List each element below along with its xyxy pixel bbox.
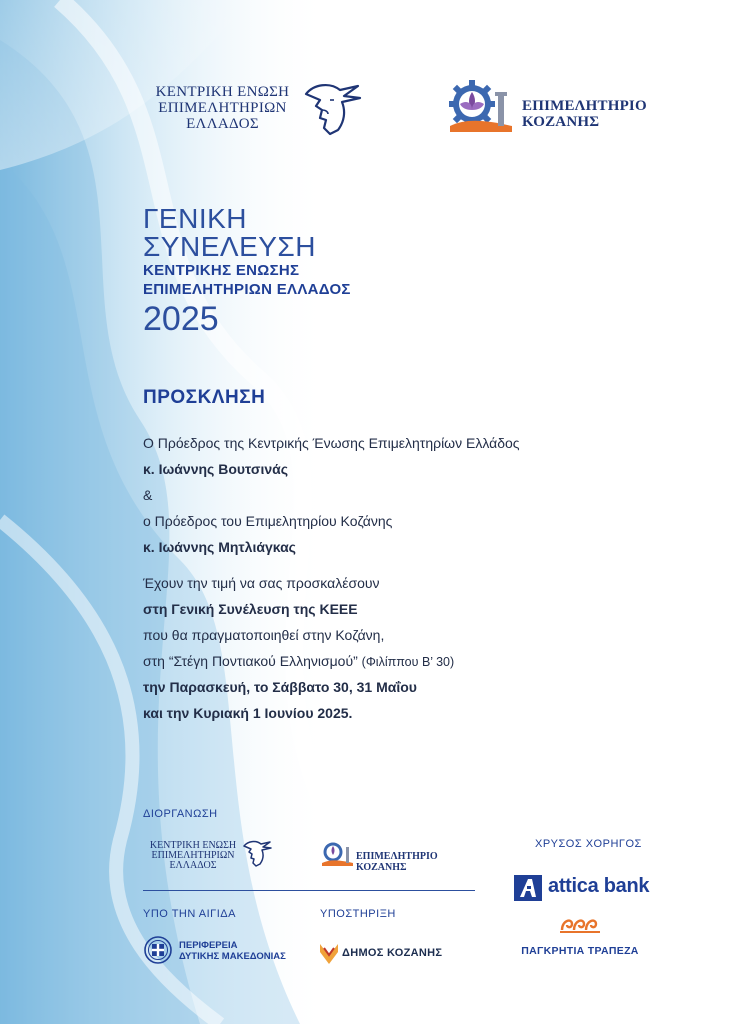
municipality-emblem-icon <box>318 940 340 966</box>
name-president-keee: κ. Ιωάννης Βουτσινάς <box>143 461 289 477</box>
venue-line <box>143 648 683 674</box>
organization-label: ΔΙΟΡΓΑΝΩΣΗ <box>143 808 218 820</box>
attica-bank-logo <box>514 873 650 908</box>
venue-address: (Φιλίππου Β’ 30) <box>361 655 455 669</box>
hermes-head-small-icon <box>241 838 273 868</box>
dates-line-2: και την Κυριακή 1 Ιουνίου 2025. <box>143 705 353 721</box>
footer-keee-line-2: ΕΠΙΜΕΛΗΤΗΡΙΩΝ <box>151 850 235 861</box>
municipality-logo <box>318 940 443 971</box>
municipality-name: ΔΗΜΟΣ ΚΟΖΑΝΗΣ <box>342 947 443 959</box>
footer-kozani-logo-text <box>356 851 438 873</box>
keee-logo <box>140 80 370 140</box>
invitation-body <box>143 430 683 726</box>
title-line-2: ΣΥΝΕΛΕΥΣΗ <box>143 231 316 262</box>
title-line-4: ΕΠΙΜΕΛΗΤΗΡΙΩΝ ΕΛΛΑΔΟΣ <box>143 281 351 298</box>
pancretan-bank-name: ΠΑΓΚΡΗΤΙΑ ΤΡΑΠΕΖΑ <box>521 945 639 957</box>
footer-keee-logo-text <box>143 841 243 871</box>
footer-divider <box>143 890 475 891</box>
keee-logo-line-1: ΚΕΝΤΡΙΚΗ ΕΝΩΣΗ <box>155 84 290 100</box>
pancretan-spiral-icon <box>560 914 600 934</box>
kozani-logo-text <box>522 98 647 130</box>
title-line-1: ΓΕΝΙΚΗ <box>143 203 247 234</box>
footer-keee-line-1: ΚΕΝΤΡΙΚΗ ΕΝΩΣΗ <box>149 840 237 851</box>
paragraph-president-kozani: ο Πρόεδρος του Επιμελητηρίου Κοζάνης <box>143 513 393 529</box>
event-name: στη Γενική Συνέλευση της ΚΕΕΕ <box>143 601 358 617</box>
chamber-emblem-icon <box>446 74 518 138</box>
footer-kozani-line-1: ΕΠΙΜΕΛΗΤΗΡΙΟ <box>356 851 438 862</box>
footer-keee-line-3: ΕΛΛΑΔΟΣ <box>169 860 217 871</box>
kozani-logo-line-2: ΚΟΖΑΝΗΣ <box>522 114 600 130</box>
invitation-heading: ΠΡΟΣΚΛΗΣΗ <box>143 387 266 408</box>
paragraph-honor: Έχουν την τιμή να σας προσκαλέσουν <box>143 575 380 591</box>
title-line-3: ΚΕΝΤΡΙΚΗΣ ΕΝΩΣΗΣ <box>143 262 300 279</box>
aegis-label: ΥΠΟ ΤΗΝ ΑΙΓΙΔΑ <box>143 908 236 920</box>
support-label: ΥΠΟΣΤΗΡΙΞΗ <box>320 908 396 920</box>
paragraph-president-keee: Ο Πρόεδρος της Κεντρικής Ένωσης Επιμελητηρίων Ελλάδος <box>143 435 520 451</box>
attica-bank-name: attica bank <box>548 875 650 897</box>
region-line-1: ΠΕΡΙΦΕΡΕΙΑ <box>179 940 238 951</box>
dates-line-1: την Παρασκευή, το Σάββατο 30, 31 Μαΐου <box>143 679 417 695</box>
hermes-head-icon <box>300 80 364 136</box>
name-president-kozani: κ. Ιωάννης Μητλιάγκας <box>143 539 296 555</box>
venue-name: στη “Στέγη Ποντιακού Ελληνισμού” <box>143 653 358 669</box>
greek-emblem-icon <box>143 935 173 965</box>
footer-kozani-line-2: ΚΟΖΑΝΗΣ <box>356 862 407 873</box>
region-logo-text <box>179 940 286 962</box>
kozani-chamber-logo <box>446 74 686 138</box>
ampersand: & <box>143 487 153 503</box>
region-line-2: ΔΥΤΙΚΗΣ ΜΑΚΕΔΟΝΙΑΣ <box>179 951 286 962</box>
kozani-logo-line-1: ΕΠΙΜΕΛΗΤΗΡΙΟ <box>522 98 647 114</box>
gold-sponsor-label: ΧΡΥΣΟΣ ΧΟΡΗΓΟΣ <box>535 838 642 850</box>
keee-logo-line-3: ΕΛΛΑΔΟΣ <box>186 116 259 132</box>
region-logo <box>143 935 286 970</box>
footer-kozani-logo <box>320 836 438 875</box>
keee-logo-text <box>140 84 305 132</box>
paragraph-location: που θα πραγματοποιηθεί στην Κοζάνη, <box>143 627 385 643</box>
attica-bank-mark-icon <box>514 873 544 903</box>
title-year: 2025 <box>143 300 219 338</box>
chamber-emblem-small-icon <box>320 836 356 870</box>
keee-logo-line-2: ΕΠΙΜΕΛΗΤΗΡΙΩΝ <box>158 100 287 116</box>
event-title <box>143 205 351 337</box>
